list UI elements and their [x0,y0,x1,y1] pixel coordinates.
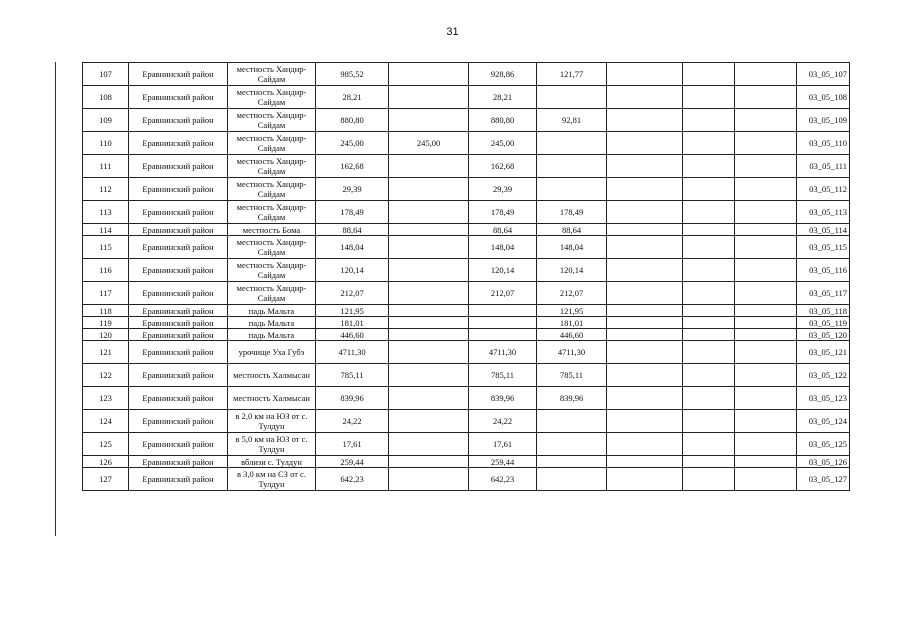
code-cell: 03_05_123 [797,387,850,410]
column-7-cell [735,236,797,259]
column-7-cell [735,86,797,109]
column-6-cell [683,178,735,201]
total-area-cell: 24,22 [316,410,389,433]
column-5-cell [607,63,683,86]
district-cell: Еравнинский район [129,224,228,236]
row-number: 125 [83,433,129,456]
column-6-cell [683,224,735,236]
column-6-cell [683,433,735,456]
column-4-cell: 121,77 [537,63,607,86]
location-cell: местность Хандир-Сайдам [228,132,316,155]
column-4-cell [537,433,607,456]
code-cell: 03_05_126 [797,456,850,468]
column-7-cell [735,155,797,178]
column-4-cell: 121,95 [537,305,607,317]
column-3-cell: 245,00 [469,132,537,155]
total-area-cell: 259,44 [316,456,389,468]
code-cell: 03_05_115 [797,236,850,259]
column-2-cell [389,63,469,86]
table-row [83,178,850,201]
column-6-cell [683,456,735,468]
table-row [83,63,850,86]
registry-table [82,62,850,491]
location-cell: местность Халмысан [228,364,316,387]
total-area-cell: 212,07 [316,282,389,305]
district-cell: Еравнинский район [129,132,228,155]
district-cell: Еравнинский район [129,305,228,317]
column-2-cell [389,341,469,364]
column-3-cell: 212,07 [469,282,537,305]
column-6-cell [683,109,735,132]
page-number: 31 [446,26,459,38]
code-cell: 03_05_111 [797,155,850,178]
row-number: 118 [83,305,129,317]
location-cell: местность Хандир-Сайдам [228,259,316,282]
total-area-cell: 245,00 [316,132,389,155]
column-5-cell [607,387,683,410]
column-6-cell [683,468,735,491]
column-3-cell: 162,68 [469,155,537,178]
code-cell: 03_05_113 [797,201,850,224]
district-cell: Еравнинский район [129,364,228,387]
column-2-cell [389,456,469,468]
column-6-cell [683,201,735,224]
column-5-cell [607,433,683,456]
column-5-cell [607,86,683,109]
column-7-cell [735,410,797,433]
row-number: 111 [83,155,129,178]
code-cell: 03_05_120 [797,329,850,341]
column-3-cell: 178,49 [469,201,537,224]
column-3-cell: 880,80 [469,109,537,132]
column-4-cell: 4711,30 [537,341,607,364]
column-6-cell [683,236,735,259]
table-row [83,329,850,341]
location-cell: в 2,0 км на ЮЗ от с. Тулдун [228,410,316,433]
column-2-cell [389,109,469,132]
location-cell: местность Халмысан [228,387,316,410]
column-5-cell [607,155,683,178]
column-6-cell [683,317,735,329]
column-5-cell [607,410,683,433]
column-5-cell [607,364,683,387]
row-number: 115 [83,236,129,259]
column-5-cell [607,456,683,468]
code-cell: 03_05_108 [797,86,850,109]
district-cell: Еравнинский район [129,341,228,364]
code-cell: 03_05_122 [797,364,850,387]
table-row [83,410,850,433]
column-7-cell [735,259,797,282]
district-cell: Еравнинский район [129,410,228,433]
column-4-cell: 446,60 [537,329,607,341]
table-row [83,468,850,491]
column-7-cell [735,305,797,317]
total-area-cell: 88,64 [316,224,389,236]
table-row [83,132,850,155]
row-number: 119 [83,317,129,329]
column-2-cell [389,364,469,387]
code-cell: 03_05_116 [797,259,850,282]
location-cell: вблизи с. Тулдун [228,456,316,468]
table-row [83,86,850,109]
location-cell: местность Хандир-Сайдам [228,236,316,259]
column-6-cell [683,329,735,341]
district-cell: Еравнинский район [129,109,228,132]
column-3-cell: 259,44 [469,456,537,468]
column-4-cell: 839,96 [537,387,607,410]
column-4-cell: 181,01 [537,317,607,329]
row-number: 110 [83,132,129,155]
table-row [83,305,850,317]
total-area-cell: 28,21 [316,86,389,109]
row-number: 121 [83,341,129,364]
row-number: 108 [83,86,129,109]
column-3-cell: 120,14 [469,259,537,282]
district-cell: Еравнинский район [129,178,228,201]
column-4-cell: 120,14 [537,259,607,282]
district-cell: Еравнинский район [129,155,228,178]
registry-body [83,63,850,491]
location-cell: местность Хандир-Сайдам [228,178,316,201]
row-number: 124 [83,410,129,433]
total-area-cell: 121,95 [316,305,389,317]
column-6-cell [683,259,735,282]
column-3-cell: 88,64 [469,224,537,236]
column-4-cell [537,178,607,201]
location-cell: в 5,0 км на ЮЗ от с. Тулдун [228,433,316,456]
column-4-cell: 148,04 [537,236,607,259]
location-cell: падь Мальта [228,317,316,329]
column-2-cell [389,468,469,491]
total-area-cell: 120,14 [316,259,389,282]
table-row [83,236,850,259]
total-area-cell: 446,60 [316,329,389,341]
column-4-cell [537,410,607,433]
row-number: 109 [83,109,129,132]
column-6-cell [683,387,735,410]
column-7-cell [735,468,797,491]
total-area-cell: 178,49 [316,201,389,224]
column-2-cell [389,282,469,305]
column-7-cell [735,364,797,387]
total-area-cell: 4711,30 [316,341,389,364]
column-5-cell [607,201,683,224]
column-4-cell [537,86,607,109]
column-6-cell [683,63,735,86]
column-3-cell [469,305,537,317]
row-number: 127 [83,468,129,491]
column-2-cell [389,86,469,109]
code-cell: 03_05_127 [797,468,850,491]
district-cell: Еравнинский район [129,317,228,329]
column-3-cell: 28,21 [469,86,537,109]
column-6-cell [683,305,735,317]
location-cell: падь Мальта [228,329,316,341]
district-cell: Еравнинский район [129,329,228,341]
column-3-cell: 785,11 [469,364,537,387]
total-area-cell: 642,23 [316,468,389,491]
total-area-cell: 880,80 [316,109,389,132]
column-4-cell [537,132,607,155]
location-cell: местность Хандир-Сайдам [228,63,316,86]
table-row [83,259,850,282]
column-3-cell: 4711,30 [469,341,537,364]
row-number: 112 [83,178,129,201]
code-cell: 03_05_112 [797,178,850,201]
column-7-cell [735,387,797,410]
total-area-cell: 785,11 [316,364,389,387]
column-4-cell: 92,81 [537,109,607,132]
column-6-cell [683,282,735,305]
column-5-cell [607,224,683,236]
table-row [83,387,850,410]
code-cell: 03_05_118 [797,305,850,317]
total-area-cell: 181,01 [316,317,389,329]
column-4-cell: 178,49 [537,201,607,224]
column-4-cell: 785,11 [537,364,607,387]
column-5-cell [607,236,683,259]
column-4-cell [537,468,607,491]
table-row [83,456,850,468]
row-number: 123 [83,387,129,410]
column-5-cell [607,317,683,329]
code-cell: 03_05_109 [797,109,850,132]
district-cell: Еравнинский район [129,201,228,224]
district-cell: Еравнинский район [129,468,228,491]
column-5-cell [607,282,683,305]
table-row [83,109,850,132]
column-3-cell [469,317,537,329]
total-area-cell: 985,52 [316,63,389,86]
district-cell: Еравнинский район [129,282,228,305]
column-7-cell [735,132,797,155]
location-cell: местность Хандир-Сайдам [228,155,316,178]
district-cell: Еравнинский район [129,433,228,456]
column-3-cell: 928,86 [469,63,537,86]
table-row [83,224,850,236]
total-area-cell: 17,61 [316,433,389,456]
code-cell: 03_05_114 [797,224,850,236]
column-5-cell [607,259,683,282]
row-number: 107 [83,63,129,86]
column-4-cell [537,456,607,468]
table-row [83,364,850,387]
table-row [83,282,850,305]
column-2-cell [389,410,469,433]
code-cell: 03_05_124 [797,410,850,433]
column-3-cell: 839,96 [469,387,537,410]
row-number: 120 [83,329,129,341]
district-cell: Еравнинский район [129,63,228,86]
row-number: 117 [83,282,129,305]
table-row [83,201,850,224]
table-row [83,317,850,329]
column-3-cell: 148,04 [469,236,537,259]
column-6-cell [683,341,735,364]
margin-rule [55,62,56,536]
total-area-cell: 29,39 [316,178,389,201]
location-cell: местность Хандир-Сайдам [228,282,316,305]
row-number: 122 [83,364,129,387]
column-7-cell [735,224,797,236]
column-3-cell [469,329,537,341]
code-cell: 03_05_107 [797,63,850,86]
column-3-cell: 24,22 [469,410,537,433]
location-cell: местность Хандир-Сайдам [228,86,316,109]
row-number: 113 [83,201,129,224]
district-cell: Еравнинский район [129,387,228,410]
column-7-cell [735,317,797,329]
total-area-cell: 162,68 [316,155,389,178]
location-cell: падь Мальта [228,305,316,317]
table-row [83,155,850,178]
column-3-cell: 29,39 [469,178,537,201]
district-cell: Еравнинский район [129,259,228,282]
column-7-cell [735,329,797,341]
column-7-cell [735,109,797,132]
column-2-cell [389,305,469,317]
column-2-cell: 245,00 [389,132,469,155]
column-2-cell [389,224,469,236]
location-cell: местность Бома [228,224,316,236]
column-5-cell [607,132,683,155]
column-5-cell [607,468,683,491]
code-cell: 03_05_119 [797,317,850,329]
table-row [83,433,850,456]
code-cell: 03_05_121 [797,341,850,364]
column-2-cell [389,329,469,341]
column-7-cell [735,63,797,86]
column-4-cell: 88,64 [537,224,607,236]
column-5-cell [607,305,683,317]
column-3-cell: 642,23 [469,468,537,491]
row-number: 116 [83,259,129,282]
column-5-cell [607,109,683,132]
column-6-cell [683,86,735,109]
column-2-cell [389,236,469,259]
row-number: 114 [83,224,129,236]
column-6-cell [683,364,735,387]
table-row [83,341,850,364]
column-2-cell [389,387,469,410]
column-5-cell [607,329,683,341]
column-2-cell [389,259,469,282]
location-cell: местность Хандир-Сайдам [228,109,316,132]
column-4-cell [537,155,607,178]
column-2-cell [389,317,469,329]
column-2-cell [389,178,469,201]
column-5-cell [607,178,683,201]
column-2-cell [389,201,469,224]
column-7-cell [735,201,797,224]
total-area-cell: 839,96 [316,387,389,410]
district-cell: Еравнинский район [129,236,228,259]
column-4-cell: 212,07 [537,282,607,305]
total-area-cell: 148,04 [316,236,389,259]
code-cell: 03_05_117 [797,282,850,305]
row-number: 126 [83,456,129,468]
column-6-cell [683,132,735,155]
column-7-cell [735,282,797,305]
column-5-cell [607,341,683,364]
column-2-cell [389,155,469,178]
code-cell: 03_05_125 [797,433,850,456]
column-7-cell [735,178,797,201]
district-cell: Еравнинский район [129,86,228,109]
code-cell: 03_05_110 [797,132,850,155]
column-6-cell [683,410,735,433]
location-cell: урочище Уха Губэ [228,341,316,364]
column-6-cell [683,155,735,178]
column-3-cell: 17,61 [469,433,537,456]
location-cell: местность Хандир-Сайдам [228,201,316,224]
column-2-cell [389,433,469,456]
column-7-cell [735,456,797,468]
district-cell: Еравнинский район [129,456,228,468]
column-7-cell [735,341,797,364]
column-7-cell [735,433,797,456]
location-cell: в 3,0 км на СЗ от с. Тулдун [228,468,316,491]
